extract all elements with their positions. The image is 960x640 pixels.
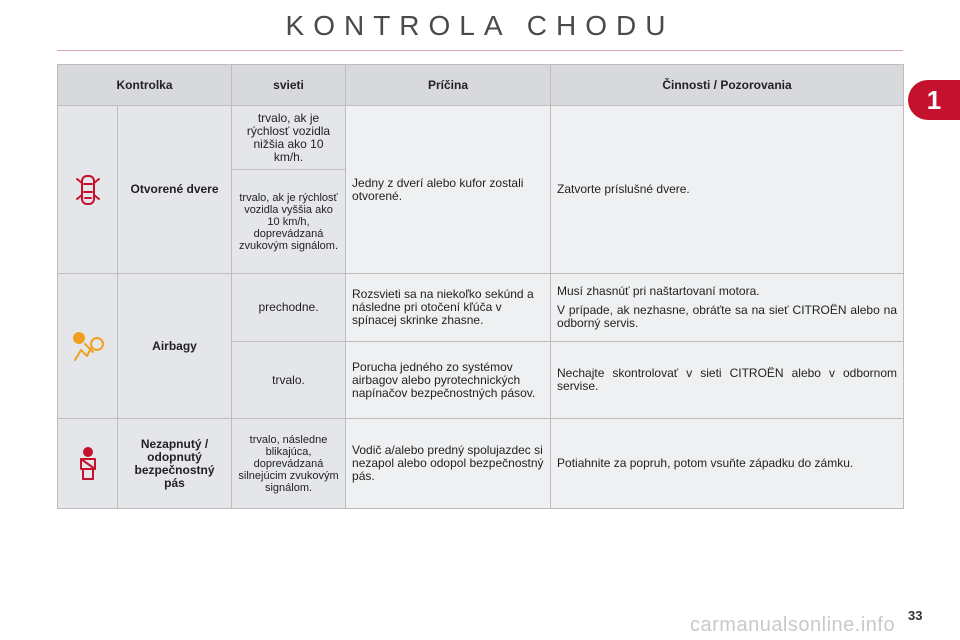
- table-row: [58, 274, 904, 342]
- airbag-icon: [71, 338, 105, 352]
- cause-cell: Porucha jedného zo systémov airbagov alebo pyrotechnických napínačov bezpečnostných pásov.: [346, 342, 551, 419]
- cause-cell: Rozsvieti sa na niekoľko sekúnd a následne pri otočení kľúča v spínacej skrinke zhasne.: [346, 274, 551, 342]
- seatbelt-icon: [75, 456, 101, 470]
- header-svieti: svieti: [232, 65, 346, 106]
- svieti-cell: prechodne.: [232, 274, 346, 342]
- open-door-icon: [75, 182, 101, 196]
- chapter-tab[interactable]: 1: [908, 80, 960, 120]
- action-cell: [551, 274, 904, 342]
- action-text: Musí zhasnúť pri naštartovaní motora.: [557, 284, 760, 298]
- warning-name: Otvorené dvere: [118, 106, 232, 274]
- cause-cell: Jedny z dverí alebo kufor zostali otvorené.: [346, 106, 551, 274]
- icon-cell: [58, 419, 118, 509]
- svieti-cell: trvalo.: [232, 342, 346, 419]
- svieti-cell: trvalo, následne blikajúca, doprevádzaná silnejúcim zvukovým signálom.: [232, 419, 346, 509]
- action-cell: Zatvorte príslušné dvere.: [551, 106, 904, 274]
- table-row: [58, 106, 904, 170]
- cause-cell: Vodič a/alebo predný spolujazdec si nezapol alebo odopol bezpečnostný pás.: [346, 419, 551, 509]
- page-number: 33: [908, 608, 923, 623]
- icon-cell: [58, 274, 118, 419]
- table-header-row: [58, 65, 904, 106]
- svieti-cell: trvalo, ak je rýchlosť vozidla nižšia ako 10 km/h.: [232, 106, 346, 170]
- warning-lights-table: [57, 64, 904, 509]
- header-kontrolka: Kontrolka: [58, 65, 232, 106]
- icon-cell: [58, 106, 118, 274]
- warning-name: Nezapnutý / odopnutý bezpečnostný pás: [118, 419, 232, 509]
- watermark: carmanualsonline.info: [690, 614, 896, 636]
- action-text: V prípade, ak nezhasne, obráťte sa na sieť CITROËN alebo na odborný servis.: [557, 303, 898, 330]
- title-divider: [57, 50, 903, 51]
- table-row: [58, 419, 904, 509]
- warning-name: Airbagy: [118, 274, 232, 419]
- svieti-cell: trvalo, ak je rýchlosť vozidla vyššia ako 10 km/h, doprevádzaná zvukovým signálom.: [232, 170, 346, 274]
- action-cell: Nechajte skontrolovať v sieti CITROËN alebo v odbornom servise.: [551, 342, 904, 419]
- header-cinnosti: Činnosti / Pozorovania: [551, 65, 904, 106]
- action-cell: Potiahnite za popruh, potom vsuňte západku do zámku.: [551, 419, 904, 509]
- header-pricina: Príčina: [346, 65, 551, 106]
- page-title: KONTROLA CHODU: [285, 10, 675, 41]
